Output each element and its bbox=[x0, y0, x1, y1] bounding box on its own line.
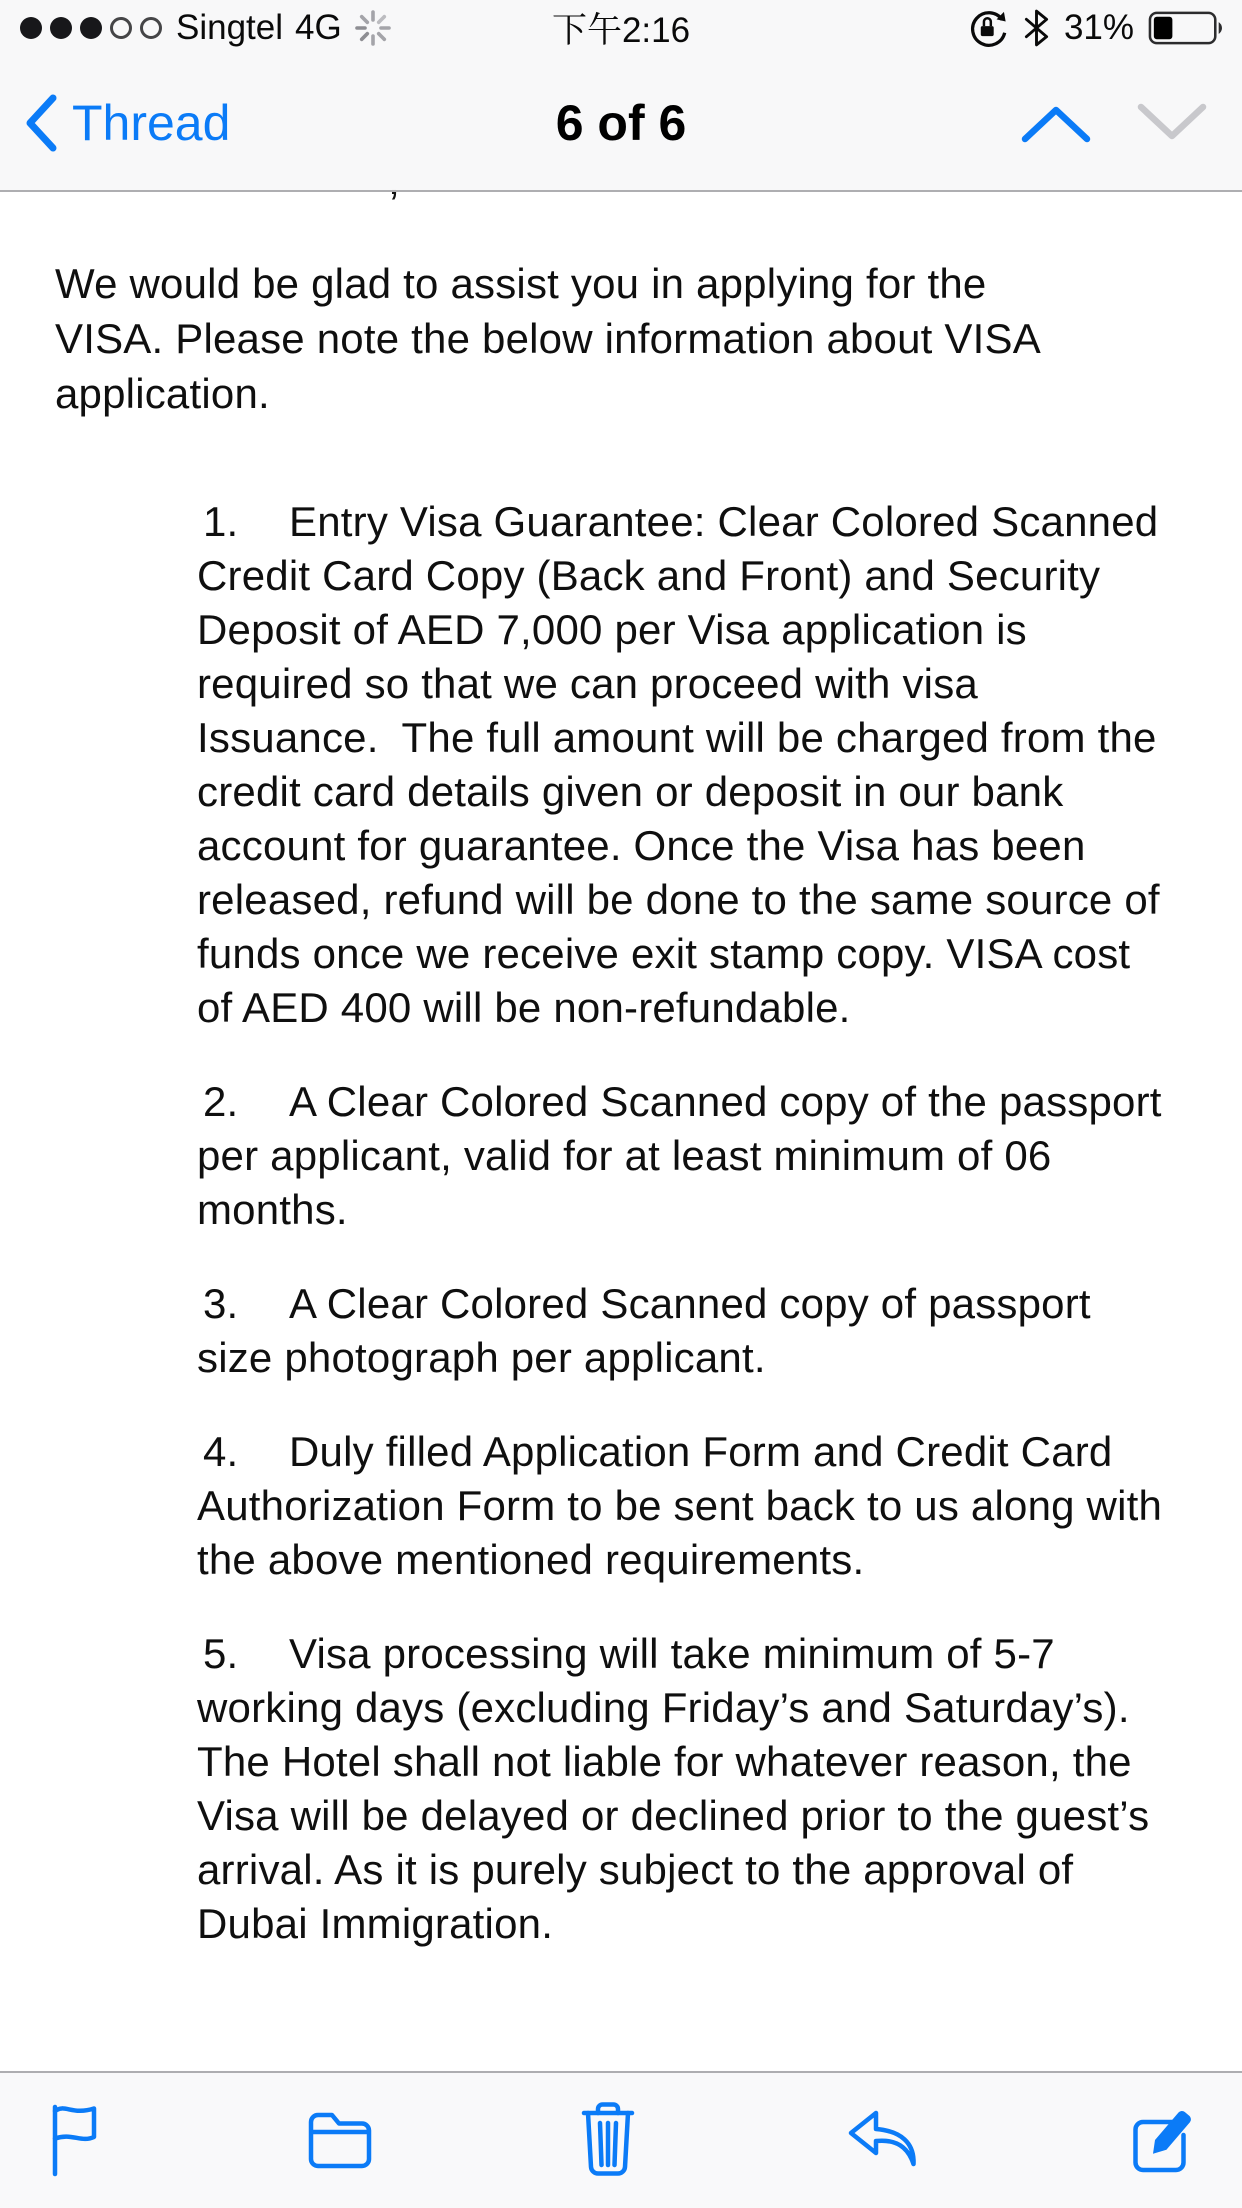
network-type-label: 4G bbox=[295, 8, 342, 47]
back-button-label: Thread bbox=[72, 95, 231, 151]
previous-message-button[interactable] bbox=[1020, 101, 1092, 145]
reply-button[interactable] bbox=[844, 2107, 924, 2171]
list-item-text: Duly filled Application Form and Credit Card Authorization Form to be sent back to us along with the above mentioned requirements. bbox=[197, 1428, 1174, 1583]
list-item bbox=[0, 1075, 1242, 1237]
list-item bbox=[0, 1277, 1242, 1385]
mail-toolbar bbox=[0, 2071, 1242, 2208]
flag-button[interactable] bbox=[48, 2102, 102, 2176]
list-item-number: 1. bbox=[203, 498, 239, 545]
chevron-down-icon bbox=[1136, 101, 1208, 145]
rotation-lock-icon bbox=[965, 6, 1009, 50]
folder-icon bbox=[308, 2109, 372, 2169]
trash-icon bbox=[578, 2101, 638, 2177]
list-item-number: 4. bbox=[203, 1428, 239, 1475]
list-item-number: 5. bbox=[203, 1630, 239, 1677]
compose-button[interactable] bbox=[1130, 2104, 1194, 2174]
battery-percent-label: 31% bbox=[1063, 8, 1134, 47]
compose-icon bbox=[1130, 2104, 1194, 2174]
list-item-text: Entry Visa Guarantee: Clear Colored Scanned Credit Card Copy (Back and Front) and Security Deposit of AED 7,000 per Visa application is required so that we can proceed with visa Issuance. The full amount will be charged from the credit card details given or deposit in our bank account for guarantee. Once the Visa has been released, refund will be done to the same source of funds once we receive exit stamp copy. VISA cost of AED 400 will be non-refundable. bbox=[197, 498, 1172, 1031]
visa-requirements-list bbox=[0, 495, 1242, 1951]
delete-button[interactable] bbox=[578, 2101, 638, 2177]
list-item-text: A Clear Colored Scanned copy of passport size photograph per applicant. bbox=[197, 1280, 1103, 1381]
clock-label: 下午2:16 bbox=[551, 11, 691, 50]
carrier-label: Singtel bbox=[176, 8, 284, 47]
chevron-up-icon bbox=[1020, 101, 1092, 145]
nav-bar bbox=[0, 56, 1242, 190]
list-item-number: 2. bbox=[203, 1078, 239, 1125]
list-item-text: A Clear Colored Scanned copy of the passport per applicant, valid for at least minimum of 06 months. bbox=[197, 1078, 1174, 1233]
next-message-button[interactable] bbox=[1136, 101, 1208, 145]
battery-icon bbox=[1148, 9, 1226, 47]
list-item bbox=[0, 1425, 1242, 1587]
top-chrome bbox=[0, 0, 1242, 192]
message-nav-arrows bbox=[1020, 101, 1208, 145]
status-right bbox=[965, 0, 1226, 56]
status-bar bbox=[0, 0, 1242, 56]
list-item-text: Visa processing will take minimum of 5-7 working days (excluding Friday’s and Saturday’s). The Hotel shall not liable for whatever reason, the Visa will be delayed or declined prior to the guest’s arrival. As it is purely subject to the approval of Dubai Immigration. bbox=[197, 1630, 1162, 1947]
move-to-folder-button[interactable] bbox=[308, 2109, 372, 2169]
bluetooth-icon bbox=[1023, 8, 1050, 48]
reply-icon bbox=[844, 2107, 924, 2171]
email-body bbox=[0, 192, 1242, 2071]
list-item bbox=[0, 1627, 1242, 1951]
message-counter-title: 6 of 6 bbox=[555, 95, 687, 151]
list-item-number: 3. bbox=[203, 1280, 239, 1327]
flag-icon bbox=[48, 2102, 102, 2176]
intro-paragraph: We would be glad to assist you in applying for the VISA. Please note the below information about VISA application. bbox=[55, 260, 1039, 417]
list-item bbox=[0, 495, 1242, 1035]
